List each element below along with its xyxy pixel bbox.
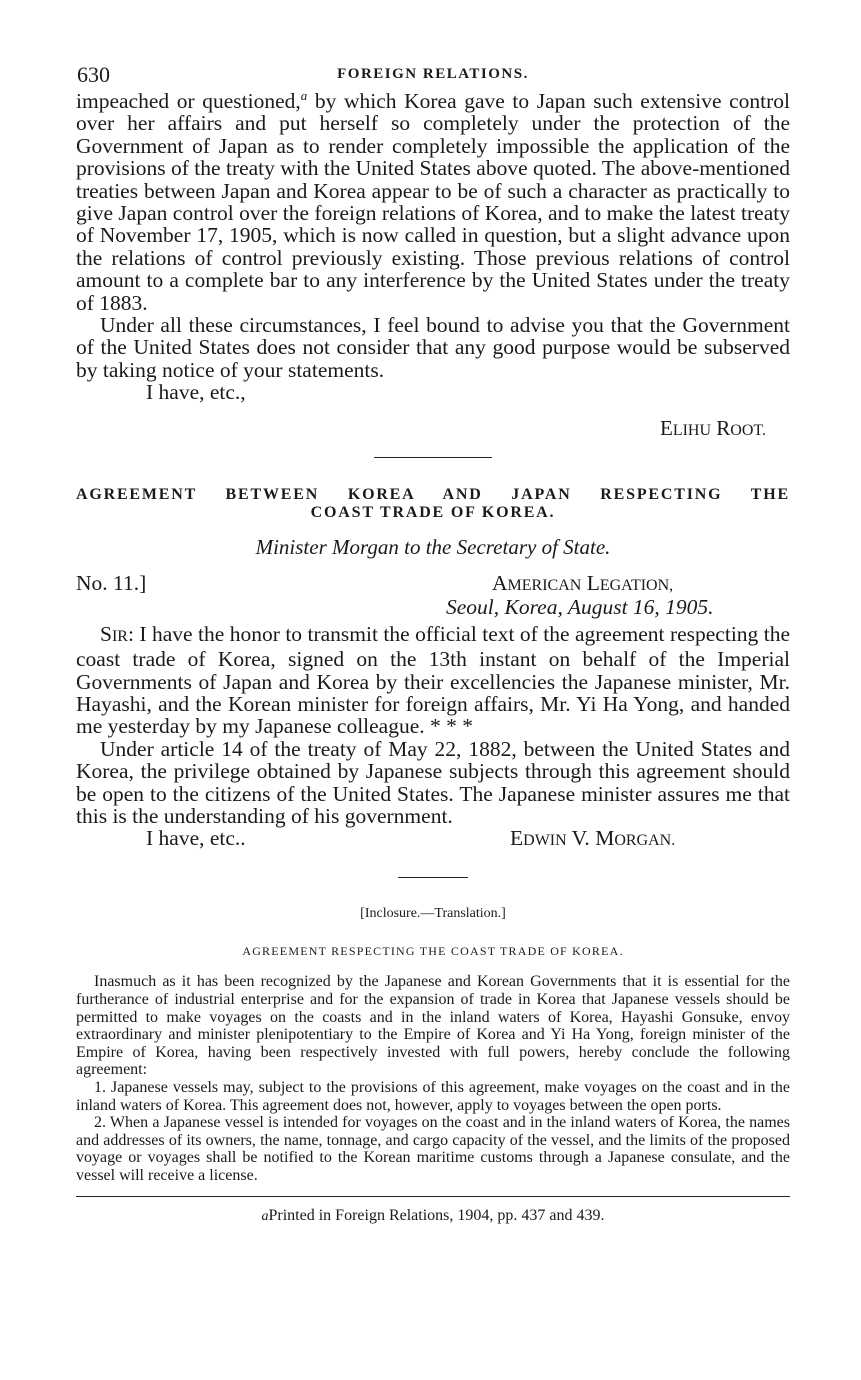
footnote bbox=[76, 1207, 790, 1225]
footnote-marker: a bbox=[261, 1209, 269, 1225]
inclosure-article-2: 2. When a Japanese vessel is intended for voyages on the coast and in the inland waters of Korea, the names and addresses of its owners, the name, tonnage, and cargo capacity of the vessel, and the limits of the proposed voyage or voyages shall be notified to the Korean maritime customs through a Japanese consulate, and the vessel will receive a license. bbox=[76, 1114, 790, 1184]
inclosure-label: [Inclosure.—Translation.] bbox=[360, 906, 506, 922]
morgan-letter-paragraph-1: SIR: I have the honor to transmit the official text of the agreement respecting the coast trade of Korea, signed on the 13th instant on behalf of the Imperial Governments of Japan and Korea by their excellencies the Japanese minister, Mr. Hayashi, and the Korean minister for foreign affairs, Mr. Yi Ha Yong, and handed me yesterday by my Japanese colleague. * * * bbox=[76, 621, 790, 739]
document-page bbox=[76, 60, 790, 1225]
root-letter-signature: ELIHU ROOT. bbox=[659, 415, 766, 440]
section-heading: AGREEMENT BETWEEN KOREA AND JAPAN RESPECTING THE COAST TRADE OF KOREA. bbox=[76, 485, 790, 521]
inclosure-preamble: Inasmuch as it has been recognized by the Japanese and Korean Governments that it is essential for the furtherance of industrial enterprise and for the expansion of trade in Korea that Japanese vessels should be permitted to make voyages on the coasts and in the inland waters of Korea, Hayashi Gonsuke, envoy extraordinary and minister plenipotentiary to the Empire of Korea and Yi Ha Yong, foreign minister of the Empire of Korea, having been respectively invested with full powers, hereby conclude the following agreement: bbox=[76, 973, 790, 1079]
section-subheading: Minister Morgan to the Secretary of State. bbox=[255, 534, 611, 559]
morgan-letter-closing: I have, etc.. bbox=[146, 826, 246, 851]
morgan-letter-signature: EDWIN V. MORGAN. bbox=[510, 826, 676, 851]
section-divider bbox=[374, 457, 492, 458]
footnote-rule bbox=[76, 1196, 790, 1197]
root-letter-paragraph-1: impeached or questioned,$^a$ by which Korea gave to Japan such extensive control over her affairs and put herself so completely under the protection of the Government of Japan as to render completely impossible the application of the provisions of the treaty with the United States above quoted. The above-mentioned treaties between Japan and Korea appear to be of such a character as practically to give Japan control over the foreign relations of Korea, and to make the latest treaty of November 17, 1905, which is now called in question, but a slight advance upon the relations of control previously existing. Those previous relations of control amount to a complete bar to any interference by the United States under the treaty of 1883. bbox=[76, 87, 790, 315]
page-number: 630 bbox=[77, 62, 110, 87]
root-letter-paragraph-2: Under all these circumstances, I feel bound to advise you that the Government of the United States does not consider that any good purpose would be subserved by taking notice of your statements. bbox=[76, 313, 790, 382]
running-title: FOREIGN RELATIONS. bbox=[337, 66, 529, 82]
inclosure-article-1: 1. Japanese vessels may, subject to the provisions of this agreement, make voyages on the coast and in the inland waters of Korea. This agreement does not, however, apply to voyages between the open ports. bbox=[76, 1078, 790, 1114]
place-date: Seoul, Korea, August 16, 1905. bbox=[446, 594, 714, 619]
document-number: No. 11.] bbox=[76, 570, 147, 595]
footnote-reference: a bbox=[300, 87, 308, 103]
root-letter-closing: I have, etc., bbox=[146, 380, 246, 405]
running-head bbox=[76, 60, 790, 90]
morgan-letter-paragraph-2: Under article 14 of the treaty of May 22, 1882, between the United States and Korea, the privilege obtained by Japanese subjects through this agreement should be open to the citizens of the United States. The Japanese minister assures me that this is the understanding of his government. bbox=[76, 736, 790, 828]
inclosure-divider bbox=[398, 877, 468, 878]
morgan-letter-closing-row bbox=[76, 827, 790, 853]
footnote-text: Printed in Foreign Relations, 1904, pp. 437 and 439. bbox=[268, 1207, 605, 1225]
dateline bbox=[76, 571, 790, 623]
legation-name: AMERICAN LEGATION, bbox=[492, 570, 674, 595]
inclosure-title: AGREEMENT RESPECTING THE COAST TRADE OF KOREA. bbox=[242, 944, 624, 959]
